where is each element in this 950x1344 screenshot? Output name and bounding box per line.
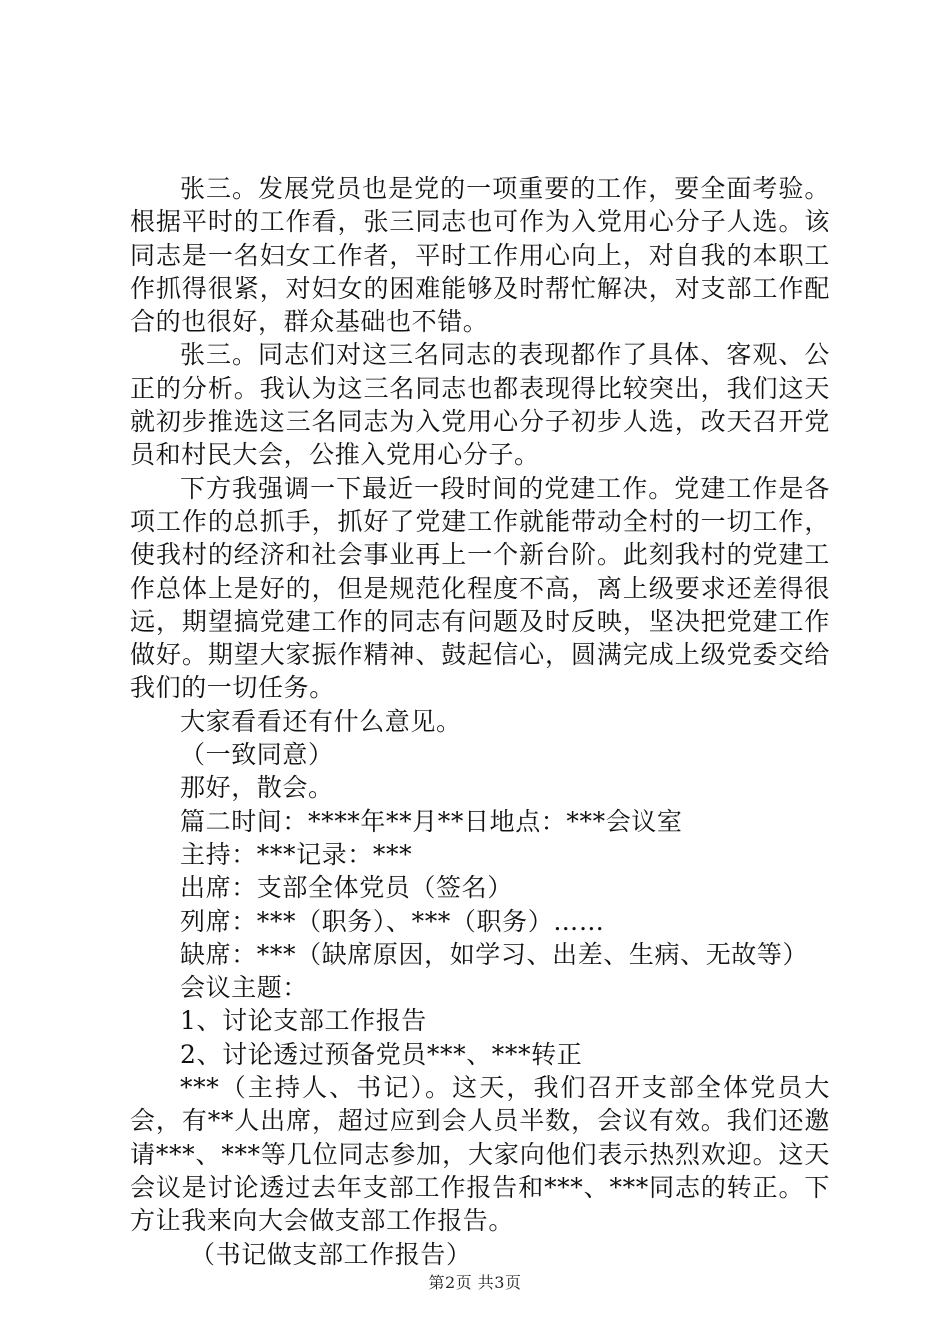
line-host-recorder: 主持：***记录：*** [180, 839, 413, 869]
document-body [130, 172, 830, 1271]
line-meeting-topic: 会议主题： [180, 973, 309, 1003]
line-observers: 列席：***（职务）、***（职务）…… [180, 906, 605, 936]
paragraph-candidate-zhangsan: 张三。发展党员也是党的一项重要的工作，要全面考验。根据平时的工作看，张三同志也可作为入党用心分子人选。该同志是一名妇女工作者，平时工作用心向上，对自我的本职工作抓得很紧，对妇女的困难能够及时帮忙解决，对支部工作配合的也很好，群众基础也不错。 [130, 174, 830, 337]
line-adjourn: 那好，散会。 [180, 773, 334, 803]
line-secretary-report: （书记做支部工作报告） [190, 1239, 472, 1269]
line-time-location: 篇二时间：****年**月**日地点：***会议室 [180, 806, 683, 836]
line-opinions: 大家看看还有什么意见。 [180, 706, 462, 736]
line-topic-2: 2、讨论透过预备党员***、***转正 [180, 1039, 583, 1069]
paragraph-meeting-opening: ***（主持人、书记）。这天，我们召开支部全体党员大会，有**人出席，超过应到会人员半数，会议有效。我们还邀请***、***等几位同志参加，大家向他们表示热烈欢迎。这天会议是讨论透过去年支部工作报告和***、***同志的转正。下方让我来向大会做支部工作报告。 [130, 1073, 830, 1236]
line-agreed: （一致同意） [180, 740, 334, 770]
paragraph-party-building: 下方我强调一下最近一段时间的党建工作。党建工作是各项工作的总抓手，抓好了党建工作就能带动全村的一切工作，使我村的经济和社会事业再上一个新台阶。此刻我村的党建工作总体上是好的，但是规范化程度不高，离上级要求还差得很远，期望搞党建工作的同志有问题及时反映，坚决把党建工作做好。期望大家振作精神、鼓起信心，圆满完成上级党委交给我们的一切任务。 [130, 473, 830, 703]
line-topic-1: 1、讨论支部工作报告 [180, 1006, 427, 1036]
paragraph-summary: 张三。同志们对这三名同志的表现都作了具体、客观、公正的分析。我认为这三名同志也都表现得比较突出，我们这天就初步推选这三名同志为入党用心分子初步人选，改天召开党员和村民大会，公推入党用心分子。 [130, 340, 830, 470]
line-absentees: 缺席：***（缺席原因，如学习、出差、生病、无故等） [180, 939, 809, 969]
page-footer: 第2页 共3页 [428, 1273, 522, 1292]
line-attendees: 出席：支部全体党员（签名） [180, 873, 513, 903]
